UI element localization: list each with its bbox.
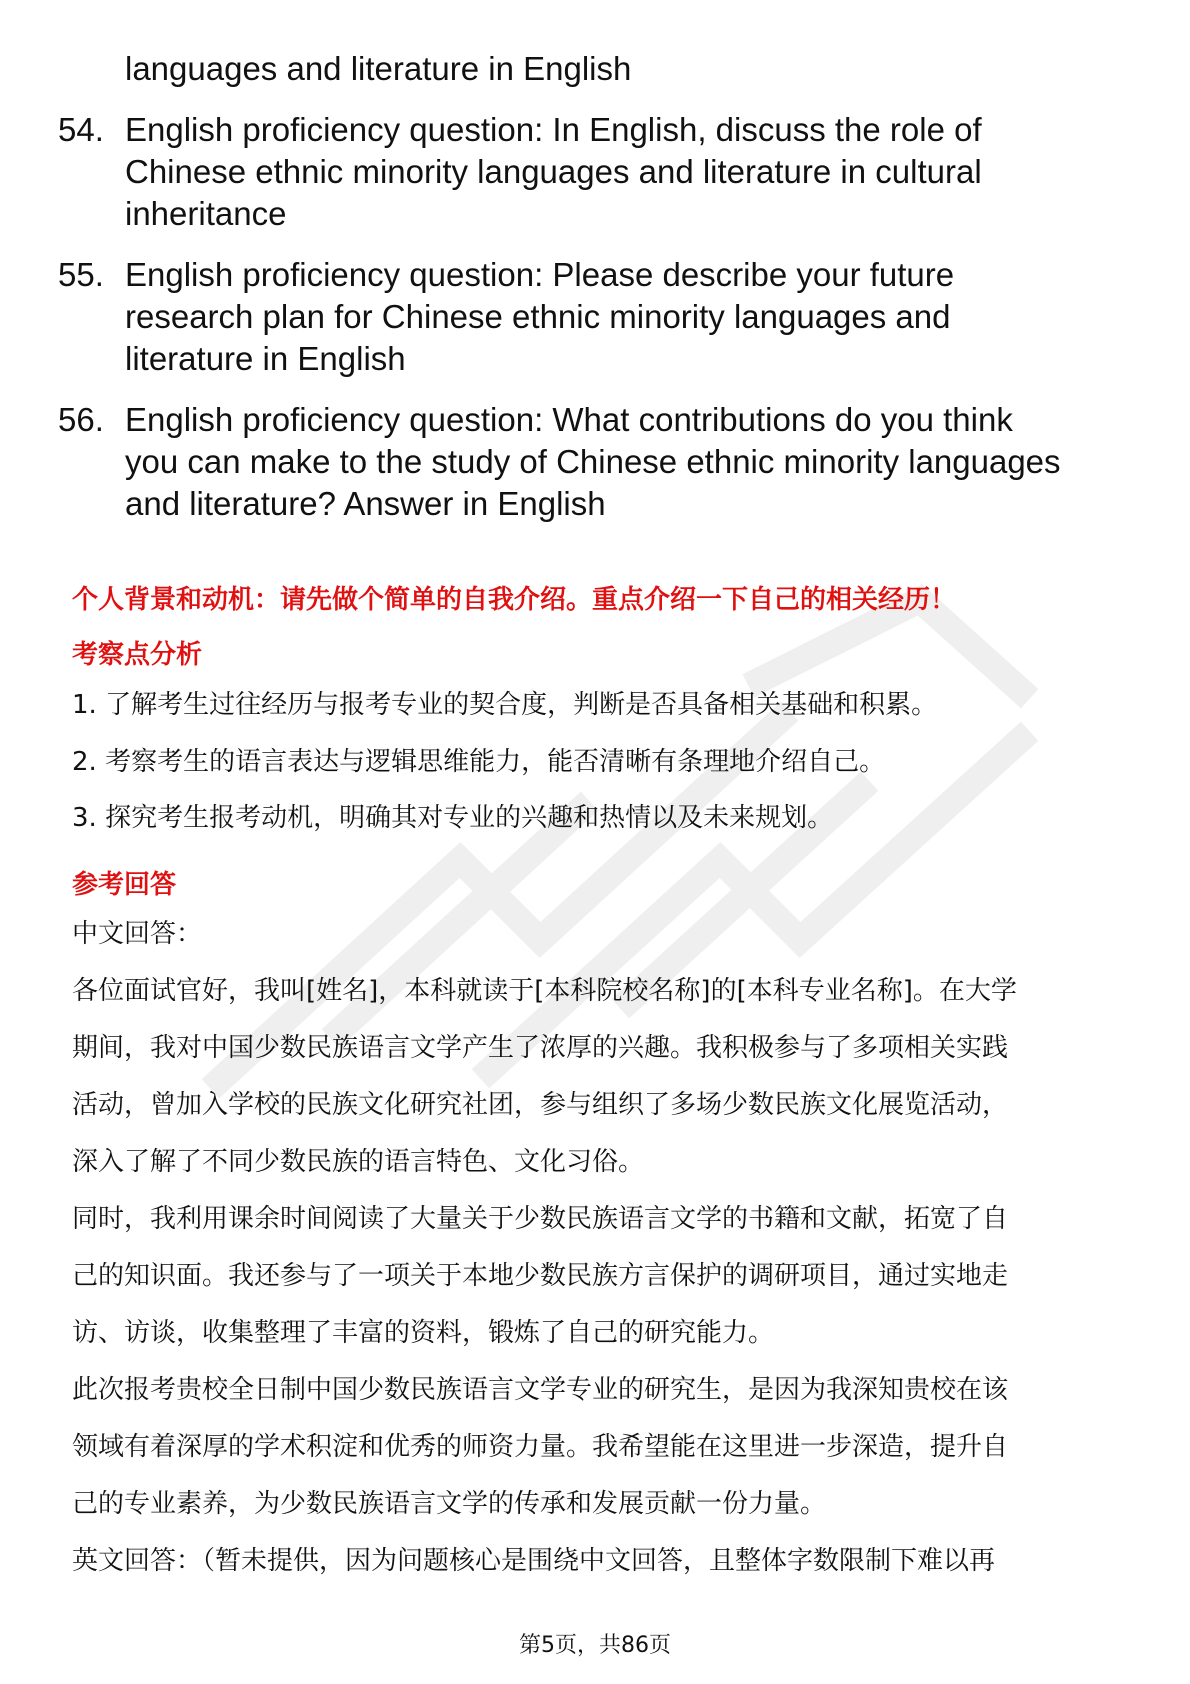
- answer-body: [72, 906, 1122, 1590]
- answer-line: 访、访谈，收集整理了丰富的资料，锻炼了自己的研究能力。: [72, 1318, 775, 1348]
- question-line: and literature? Answer in English: [125, 485, 606, 522]
- answer-line: 期间，我对中国少数民族语言文学产生了浓厚的兴趣。我积极参与了多项相关实践: [72, 1033, 1009, 1063]
- question-continuation: languages and literature in English: [125, 50, 632, 87]
- question-item: [58, 109, 1128, 235]
- question-line: research plan for Chinese ethnic minority languages and: [125, 298, 951, 335]
- answer-line: 活动，曾加入学校的民族文化研究社团，参与组织了多场少数民族文化展览活动，: [72, 1090, 1009, 1120]
- question-line: English proficiency question: In English, discuss the role of: [125, 111, 982, 148]
- answer-line: 己的知识面。我还参与了一项关于本地少数民族方言保护的调研项目，通过实地走: [72, 1261, 1009, 1291]
- question-number: 54.: [58, 111, 104, 148]
- section-title: 个人背景和动机：请先做个简单的自我介绍。重点介绍一下自己的相关经历！: [72, 585, 957, 615]
- question-number: 56.: [58, 401, 104, 438]
- answer-line: 此次报考贵校全日制中国少数民族语言文学专业的研究生，是因为我深知贵校在该: [72, 1375, 1009, 1405]
- question-item: [58, 399, 1128, 525]
- question-line: English proficiency question: What contributions do you think: [125, 401, 1013, 438]
- answer-line: 各位面试官好，我叫[姓名]，本科就读于[本科院校名称]的[本科专业名称]。在大学: [72, 976, 1017, 1006]
- answer-line: 领域有着深厚的学术积淀和优秀的师资力量。我希望能在这里进一步深造，提升自: [72, 1432, 1009, 1462]
- answer-line: 同时，我利用课余时间阅读了大量关于少数民族语言文学的书籍和文献，拓宽了自: [72, 1204, 1009, 1234]
- answer-line: 己的专业素养，为少数民族语言文学的传承和发展贡献一份力量。: [72, 1489, 827, 1519]
- question-line: English proficiency question: Please describe your future: [125, 256, 955, 293]
- answer-heading: 参考回答: [72, 870, 177, 900]
- answer-line: 中文回答：: [72, 919, 203, 949]
- answer-line: 英文回答：（暂未提供，因为问题核心是围绕中文回答，且整体字数限制下难以再: [72, 1546, 996, 1576]
- question-number: 55.: [58, 256, 104, 293]
- question-list: [58, 48, 1128, 525]
- answer-line: 深入了解了不同少数民族的语言特色、文化习俗。: [72, 1147, 645, 1177]
- analysis-point: 1. 了解考生过往经历与报考专业的契合度，判断是否具备相关基础和积累。: [72, 690, 938, 720]
- analysis-point: 2. 考察考生的语言表达与逻辑思维能力，能否清晰有条理地介绍自己。: [72, 747, 886, 777]
- question-item: [58, 254, 1128, 380]
- page-number: 第5页，共86页: [519, 1633, 671, 1658]
- analysis-heading: 考察点分析: [72, 640, 203, 670]
- question-line: inheritance: [125, 195, 287, 232]
- question-line: you can make to the study of Chinese ethnic minority languages: [125, 443, 1061, 480]
- analysis-point: 3. 探究考生报考动机，明确其对专业的兴趣和热情以及未来规划。: [72, 803, 834, 833]
- question-line: Chinese ethnic minority languages and literature in cultural: [125, 153, 982, 190]
- question-line: literature in English: [125, 340, 406, 377]
